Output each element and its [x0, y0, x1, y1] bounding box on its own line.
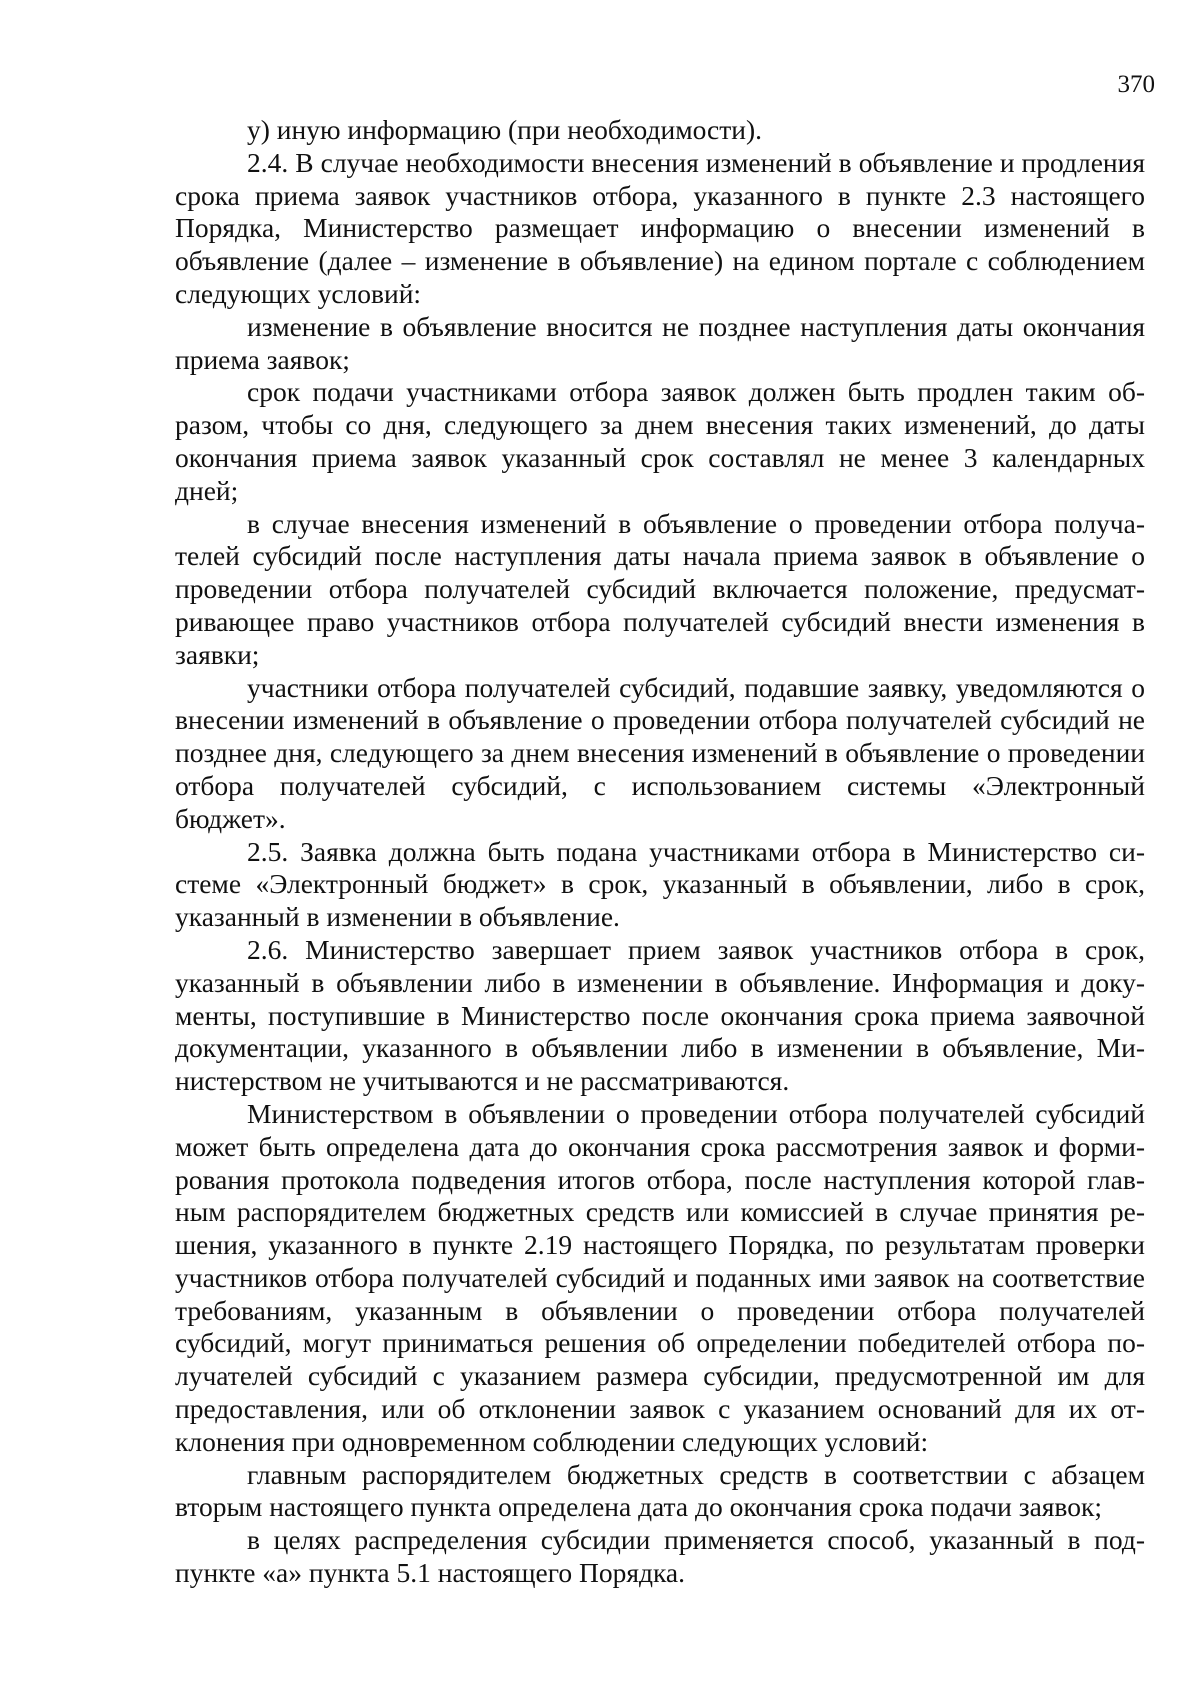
paragraph-condition-method: в целях распределения субсидии применяется способ, указанный в подпункте «а» пункта 5.1 настоящего Порядка.	[175, 1524, 1145, 1589]
paragraph-condition-extension: срок подачи участниками отбора заявок должен быть продлен таким образом, чтобы со дня, следующего за днем внесения таких изменений, до даты окончания приема заявок указанный срок составлял не менее 3 календарных дней;	[175, 376, 1145, 506]
paragraph-condition-notification: участники отбора получателей субсидий, подавшие заявку, уведомляются о внесении изменений в объявление о проведении отбора получателей субсидий не позднее дня, следующего за днем внесения изменений в объявление о проведении отбора получателей субсидий, с использованием системы «Электронный бюджет».	[175, 671, 1145, 834]
document-body	[175, 114, 1145, 1590]
page-number: 370	[1117, 71, 1155, 98]
paragraph-2-4: 2.4. В случае необходимости внесения изменений в объявление и продления срока приема заявок участников отбора, указанного в пункте 2.3 настоящего Порядка, Министерство размещает информацию о внесении изменений в объявление (далее – изменение в объявление) на едином портале с соблюдением следующих условий:	[175, 146, 1145, 309]
paragraph-item-u: у) иную информацию (при необходимости).	[247, 114, 763, 145]
paragraph-2-6: 2.6. Министерство завершает прием заявок участников отбора в срок, указанный в объявлении либо в изменении в объявление. Информация и документы, поступившие в Министерство после окончания срока приема заявочной документации, указанного в объявлении либо в изменении в объявление, Министерством не учитываются и не рассматриваются.	[175, 933, 1145, 1097]
paragraph-condition-date-set: главным распорядителем бюджетных средств в соответствии с абзацем вторым настоящего пункта определена дата до окончания срока подачи заявок;	[175, 1458, 1145, 1523]
paragraph-early-decision: Министерством в объявлении о проведении отбора получателей субсидий может быть определена дата до окончания срока рассмотрения заявок и формирования протокола подведения итогов отбора, после наступления которой главным распорядителем бюджетных средств или комиссией в случае принятия решения, указанного в пункте 2.19 настоящего Порядка, по результатам проверки участников отбора получателей субсидий и поданных ими заявок на соответствие требованиям, указанным в объявлении о проведении отбора получателей субсидий, могут приниматься решения об определении победителей отбора получателей субсидий с указанием размера субсидии, предусмотренной им для предоставления, или об отклонении заявок с указанием оснований для их отклонения при одновременном соблюдении следующих условий:	[175, 1097, 1145, 1457]
paragraph-condition-amend-right: в случае внесения изменений в объявление о проведении отбора получателей субсидий после наступления даты начала приема заявок в объявление о проведении отбора получателей субсидий включается положение, предусматривающее право участников отбора получателей субсидий внести изменения в заявки;	[175, 507, 1145, 670]
paragraph-condition-deadline: изменение в объявление вносится не позднее наступления даты окончания приема заявок;	[175, 310, 1145, 375]
paragraph-2-5: 2.5. Заявка должна быть подана участниками отбора в Министерство системе «Электронный бюджет» в срок, указанный в объявлении, либо в срок, указанный в изменении в объявление.	[175, 835, 1145, 933]
